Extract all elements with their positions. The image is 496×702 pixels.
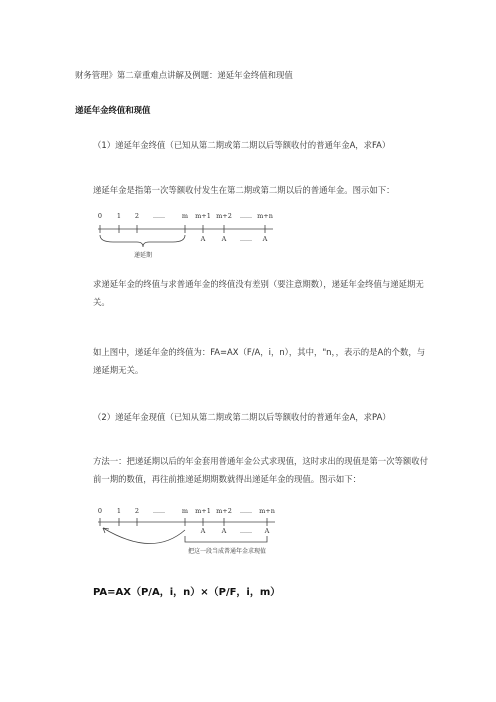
- annuity-mark: A: [221, 527, 227, 535]
- tick-label: ……: [153, 213, 165, 220]
- deferred-annuity-timeline-2: [93, 500, 288, 572]
- annuity-mark: ……: [240, 528, 252, 535]
- discount-arrow: [103, 528, 185, 544]
- bracket-caption: 把这一段当成普通年金求现值: [187, 548, 267, 555]
- deferred-annuity-timeline-1: [93, 205, 283, 267]
- tick-label: m+n: [259, 507, 275, 515]
- tick-label: 2: [134, 507, 140, 515]
- brace-label: 递延期: [133, 252, 153, 259]
- tick-label: m: [181, 212, 189, 220]
- tick-label: 1: [116, 212, 122, 220]
- annuity-mark: ……: [240, 236, 252, 243]
- document-title: 财务管理》第二章重难点讲解及例题：递延年金终值和现值: [75, 70, 293, 80]
- annuity-mark: A: [262, 235, 268, 243]
- tick-label: 1: [116, 507, 122, 515]
- para1-formula-text: 如上图中，递延年金的终值为：FA=AX（F/A，i，n），其中，"n，，表示的是A的个数，与递延期无关。: [93, 347, 426, 375]
- tick-label: m+1: [195, 212, 211, 220]
- para1-heading: （1）递延年金终值（已知从第二期或第二期以后等额收付的普通年金A，求FA）: [93, 140, 391, 150]
- deferral-brace: [100, 235, 185, 247]
- tick-label: m+1: [195, 507, 211, 515]
- section-heading: 递延年金终值和现值: [75, 105, 151, 115]
- final-formula: PA=AX（P/A，i，n）×（P/F，i，m）: [93, 587, 281, 598]
- tick-label: 2: [134, 212, 140, 220]
- annuity-mark: A: [264, 527, 270, 535]
- tick-label: 0: [97, 507, 103, 515]
- tick-label: ……: [153, 508, 165, 515]
- para1-definition: 递延年金是指第一次等额收付发生在第二期或第二期以后的普通年金。图示如下：: [93, 185, 395, 195]
- tick-label: m: [181, 507, 189, 515]
- para1-note: 求递延年金的终值与求普通年金的终值没有差别（要注意期数），递延年金终值与递延期无关。: [93, 279, 424, 307]
- annuity-mark: A: [200, 235, 206, 243]
- tick-label: 0: [97, 212, 103, 220]
- annuity-mark: A: [200, 527, 206, 535]
- tick-label: m+n: [257, 212, 273, 220]
- tick-label: ……: [240, 213, 252, 220]
- para2-heading: （2）递延年金现值（已知从第二期或第二期以后等额收付的普通年金A，求PA）: [93, 412, 391, 422]
- tick-label: m+2: [216, 212, 232, 220]
- annuity-bracket: [185, 536, 267, 542]
- annuity-mark: A: [221, 235, 227, 243]
- tick-label: m+2: [216, 507, 232, 515]
- tick-label: ……: [240, 508, 252, 515]
- para2-method: 方法一：把递延期以后的年金套用普通年金公式求现值，这时求出的现值是第一次等额收付前一期的数值，再往前推递延期期数就得出递延年金的现值。图示如下：: [93, 456, 428, 484]
